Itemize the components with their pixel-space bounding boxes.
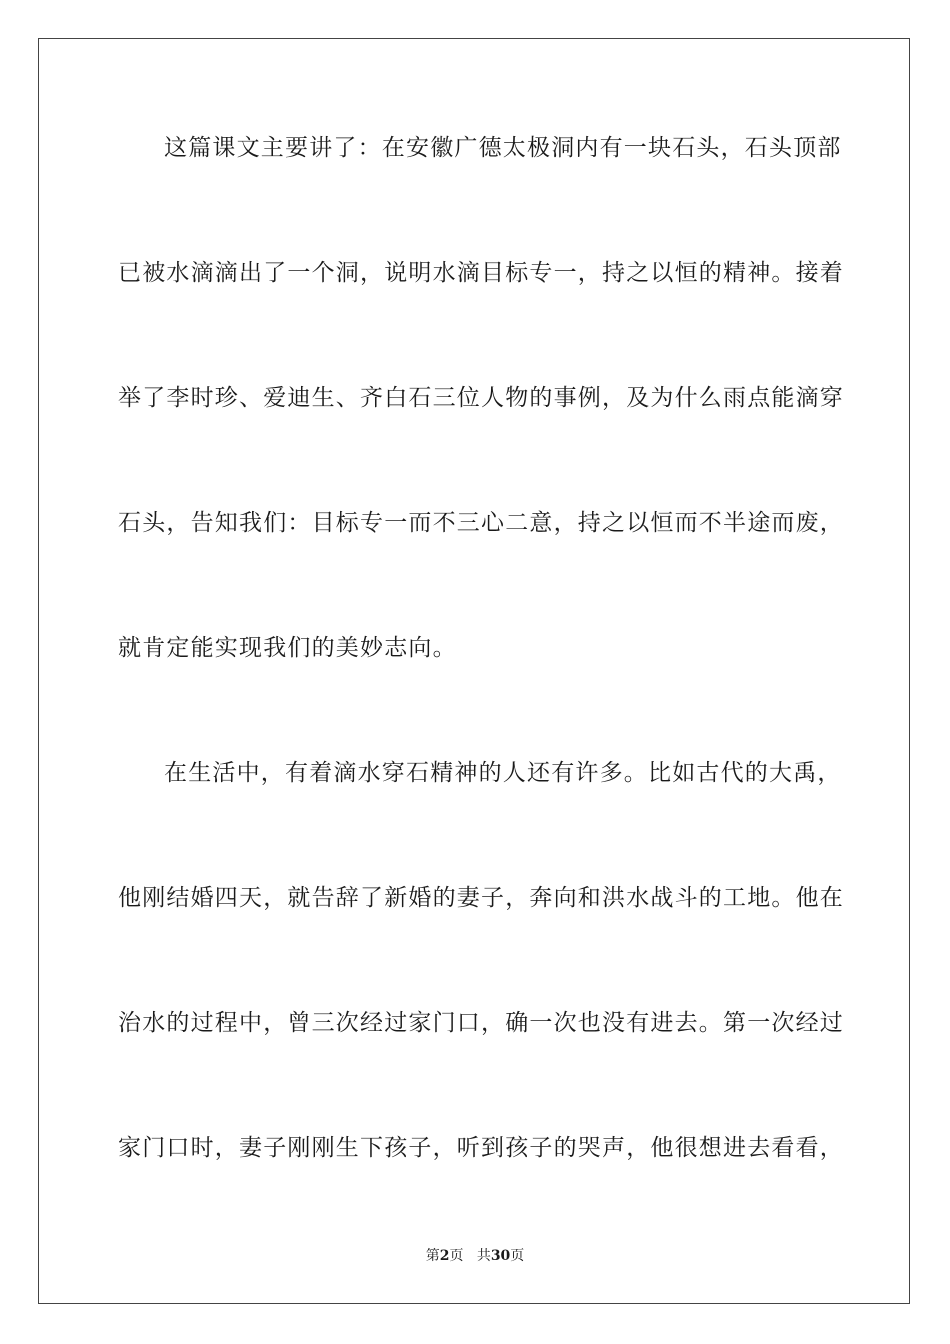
paragraph-2-line-1: 在生活中，有着滴水穿石精神的人还有许多。比如古代的大禹， xyxy=(164,760,842,786)
paragraph-2-line-3: 治水的过程中，曾三次经过家门口，确一次也没有进去。第一次经过 xyxy=(118,1010,844,1036)
paragraph-1-line-4: 石头，告知我们：目标专一而不三心二意，持之以恒而不半途而废， xyxy=(118,510,844,536)
footer-page-suffix: 页 xyxy=(449,1248,464,1264)
paragraph-2-line-2: 他刚结婚四天，就告辞了新婚的妻子，奔向和洪水战斗的工地。他在 xyxy=(118,885,844,911)
paragraph-1-line-3: 举了李时珍、爱迪生、齐白石三位人物的事例，及为什么雨点能滴穿 xyxy=(118,385,844,411)
paragraph-1-line-2: 已被水滴滴出了一个洞，说明水滴目标专一，持之以恒的精神。接着 xyxy=(118,260,844,286)
paragraph-2-line-4: 家门口时，妻子刚刚生下孩子，听到孩子的哭声，他很想进去看看， xyxy=(118,1135,844,1161)
paragraph-1-line-5: 就肯定能实现我们的美妙志向。 xyxy=(118,635,457,661)
footer-page-number: 2 xyxy=(439,1248,450,1264)
footer-total-prefix: 共 xyxy=(476,1248,491,1264)
paragraph-1-line-1: 这篇课文主要讲了：在安徽广德太极洞内有一块石头，石头顶部 xyxy=(164,135,842,161)
footer-total-suffix: 页 xyxy=(510,1248,525,1264)
footer-total-pages: 30 xyxy=(490,1248,511,1264)
page-border xyxy=(38,38,910,1304)
page-footer xyxy=(0,1247,950,1265)
footer-page-prefix: 第 xyxy=(425,1248,440,1264)
